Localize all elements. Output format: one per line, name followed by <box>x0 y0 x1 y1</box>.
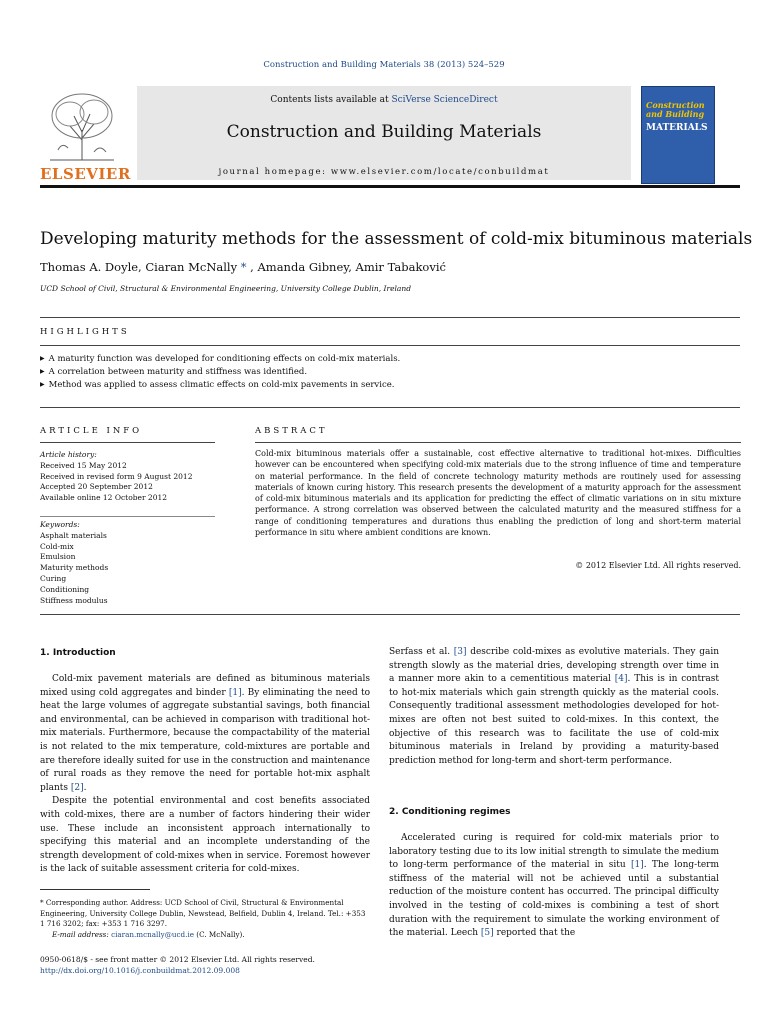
copyright: © 2012 Elsevier Ltd. All rights reserved. <box>575 561 741 570</box>
email-link[interactable]: ciaran.mcnally@ucd.ie <box>111 929 194 939</box>
reference-link[interactable]: [3] <box>453 647 467 657</box>
highlight-item: ▶ Method was applied to assess climatic effects on cold-mix pavements in service. <box>40 379 740 392</box>
history-item: Received 15 May 2012 <box>40 460 127 470</box>
keywords <box>40 520 215 606</box>
keyword-item: Maturity methods <box>40 563 109 573</box>
contents-line <box>137 95 631 105</box>
article-history <box>40 450 215 504</box>
journal-homepage[interactable]: journal homepage: www.elsevier.com/locate/conbuildmat <box>218 167 550 177</box>
author-list <box>40 260 446 274</box>
contents-prefix: Contents lists available at <box>270 95 392 105</box>
abstract-heading: ABSTRACT <box>255 426 328 436</box>
journal-name: Construction and Building Materials <box>226 122 542 142</box>
conditioning-text <box>389 832 719 941</box>
highlights-list <box>40 353 740 392</box>
history-label: Article history: <box>40 450 97 459</box>
article-title: Developing maturity methods for the assessment of cold-mix bituminous materials <box>40 229 753 249</box>
paragraph: Cold-mix pavement materials are defined as bituminous materials mixed using cold aggregates and binder [1]. By eliminating the need to heat the large volumes of aggregate substantial savings, both financial and environmental, can be achieved in comparison with traditional hot-mix materials. Furthermore, because the compactability of the material is not related to the mix temperature, cold-mixtures are portable and are therefore ideally suited for use in the construction and maintenance of rural roads as they remove the need for portable hot-mix asphalt plants [2]. <box>40 674 370 793</box>
keyword-item: Asphalt materials <box>40 530 107 540</box>
keyword-item: Conditioning <box>40 584 90 594</box>
reference-link[interactable]: [4] <box>614 674 628 685</box>
doi-link[interactable]: http://dx.doi.org/10.1016/j.conbuildmat.2012.09.008 <box>40 966 240 975</box>
keyword-item: Emulsion <box>40 552 76 562</box>
divider <box>40 407 740 408</box>
reference-link[interactable]: [5] <box>480 928 494 939</box>
journal-citation[interactable]: Construction and Building Materials 38 (2013) 524–529 <box>263 60 505 70</box>
highlight-item: ▶ A correlation between maturity and stiffness was identified. <box>40 366 740 379</box>
corresponding-author-note: * Corresponding author. Address: UCD School of Civil, Structural & Environmental Engineering, University College Dublin, Newstead, Belfield, Dublin 4, Ireland. Tel.: +353 1 716 3202; fax: +353 1 716 3297. <box>40 898 366 928</box>
highlights-heading: HIGHLIGHTS <box>40 327 130 337</box>
keyword-item: Stiffness modulus <box>40 595 108 605</box>
paragraph: Despite the potential environmental and cost benefits associated with cold-mixes, there are a number of factors hindering their wider use. These include an inconsistent approach internationally to specifying this material and an incomplete understanding of the strength development of cold-mixes when in service. Foremost however is the lack of suitable assessment criteria for cold-mixes. <box>40 796 370 875</box>
intro-text <box>40 673 370 877</box>
article-info-heading: ARTICLE INFO <box>40 426 143 436</box>
cover-title: Construction and Building <box>646 100 705 119</box>
elsevier-tree-logo <box>44 90 120 162</box>
paragraph: Serfass et al. [3] describe cold-mixes as evolutive materials. They gain strength slowly as the material dries, developing strength over time in a manner more akin to a cementitious material [4]. This is in contrast to hot-mix materials which gain strength quickly as the material cools. Consequently traditional assessment methodologies developed for hot-mixes are often not best suited to cold-mixes. In this context, the objective of this research was to facilitate the use of cold-mix bituminous materials in Ireland by providing a maturity-based prediction method for long-term and short-term performance. <box>389 647 719 766</box>
email-suffix: (C. McNally). <box>194 929 245 939</box>
section-title: 1. Introduction <box>40 648 116 658</box>
history-item: Accepted 20 September 2012 <box>40 482 153 492</box>
divider <box>40 442 215 443</box>
divider <box>40 516 215 517</box>
journal-cover-image <box>641 86 715 184</box>
header-divider <box>40 185 740 188</box>
abstract-text: Cold-mix bituminous materials offer a sustainable, cost effective alternative to traditional hot-mixes. Difficulties however can be encountered when specifying cold-mix materials due to the strong influence of time and temperature on material performance. In the field of concrete technology maturity methods are routinely used for assessing materials of known curing history. This research presents the development of a maturity approach for the assessment of cold-mix bituminous materials and its application for predicting the effect of climatic variations on in situ mixture performance. A strong correlation was observed between the calculated maturity and the measured stiffness for a range of conditioning temperatures and durations thus enabling the prediction of long and short-term material performance in situ where ambient conditions are known. <box>255 449 741 538</box>
paragraph: Accelerated curing is required for cold-mix materials prior to laboratory testing due to its low initial strength to simulate the medium to long-term performance of the material in situ [1]. The long-term stiffness of the material will not be achieved until a substantial reduction of the moisture content has occurred. The principal difficulty involved in the testing of cold-mixes is combining a test of short duration with the requirement to simulate the working environment of the material. Leech [5] reported that the <box>389 833 719 939</box>
footnote <box>40 898 370 940</box>
reference-link[interactable]: [1] <box>228 687 242 698</box>
divider <box>40 345 740 346</box>
cover-subtitle: MATERIALS <box>646 123 708 133</box>
keywords-label: Keywords: <box>40 520 80 529</box>
reference-link[interactable]: [2] <box>70 782 84 793</box>
authors-first: Thomas A. Doyle, Ciaran McNally <box>40 260 238 274</box>
corresponding-author-mark[interactable]: * <box>237 260 247 274</box>
divider <box>255 442 741 443</box>
section-title: 2. Conditioning regimes <box>389 807 511 817</box>
history-item: Available online 12 October 2012 <box>40 493 168 503</box>
keyword-item: Cold-mix <box>40 541 74 551</box>
highlight-item: ▶ A maturity function was developed for conditioning effects on cold-mix materials. <box>40 353 740 366</box>
sciencedirect-link[interactable]: SciVerse ScienceDirect <box>391 95 498 105</box>
footnote-divider <box>40 889 150 890</box>
email-label: E-mail address: <box>52 929 112 939</box>
keyword-item: Curing <box>40 573 67 583</box>
authors-rest: , Amanda Gibney, Amir Tabaković <box>246 260 446 274</box>
divider <box>40 614 740 615</box>
reference-link[interactable]: [1] <box>630 860 644 871</box>
history-item: Received in revised form 9 August 2012 <box>40 471 193 481</box>
front-matter-line: 0950-0618/$ - see front matter © 2012 Elsevier Ltd. All rights reserved. <box>40 955 315 964</box>
affiliation: UCD School of Civil, Structural & Environmental Engineering, University College Dublin, Ireland <box>40 284 412 293</box>
right-column-text <box>389 646 719 768</box>
divider <box>40 317 740 318</box>
front-matter <box>40 954 315 976</box>
publisher-logo-text: ELSEVIER <box>40 165 131 183</box>
